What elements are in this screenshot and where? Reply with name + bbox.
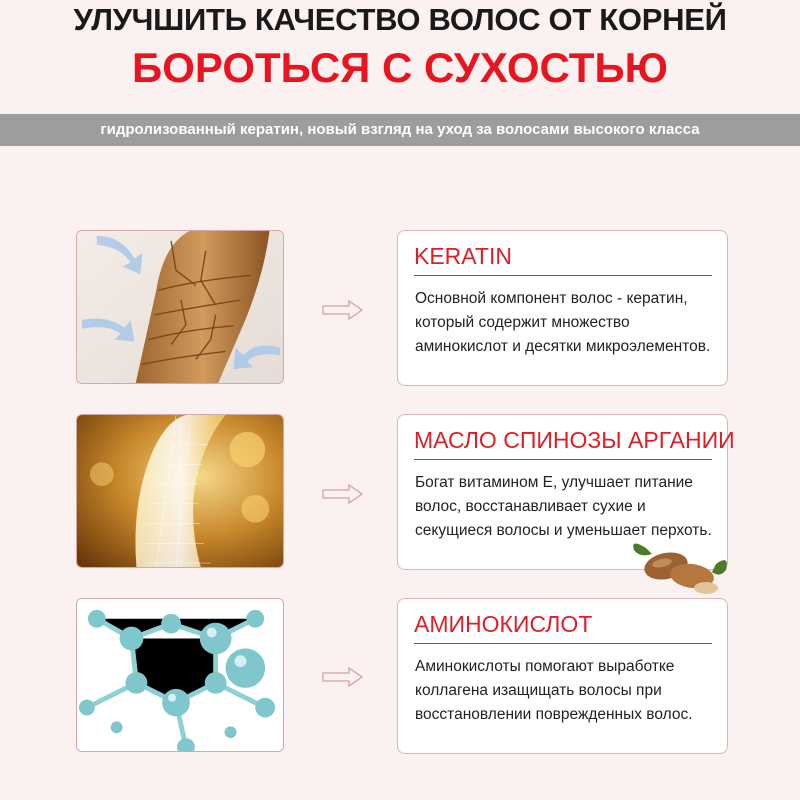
amino-acids-card xyxy=(397,598,728,754)
hair-follicle-image xyxy=(76,414,284,568)
tagline-text: гидролизованный кератин, новый взгляд на уход за волосами высокого класса xyxy=(100,121,700,138)
hair-cuticle-image xyxy=(76,230,284,384)
divider xyxy=(414,275,712,276)
headline: УЛУЧШИТЬ КАЧЕСТВО ВОЛОС ОТ КОРНЕЙ xyxy=(73,2,727,37)
divider xyxy=(414,643,712,644)
card-title: МАСЛО СПИНОЗЫ АРГАНИИ xyxy=(414,427,735,453)
argan-nuts-icon xyxy=(626,536,730,596)
subheadline: БОРОТЬСЯ С СУХОСТЬЮ xyxy=(132,44,668,91)
card-title: KERATIN xyxy=(414,243,512,269)
tagline-band xyxy=(0,114,800,146)
card-title: АМИНОКИСЛОТ xyxy=(414,611,593,637)
right-arrow-icon xyxy=(322,483,364,505)
card-description: Аминокислоты помогают выработке коллагена изащищать волосы при восстановлении поврежденных волос. xyxy=(415,658,693,723)
divider xyxy=(414,459,712,460)
card-description: Богат витамином Е, улучшает питание волос, восстанавливает сухие и секущиеся волосы и уменьшает перхоть. xyxy=(415,474,712,539)
keratin-card xyxy=(397,230,728,386)
right-arrow-icon xyxy=(322,666,364,688)
card-description: Основной компонент волос - кератин, который содержит множество аминокислот и десятки микроэлементов. xyxy=(415,290,711,355)
right-arrow-icon xyxy=(322,299,364,321)
molecule-image xyxy=(76,598,284,752)
